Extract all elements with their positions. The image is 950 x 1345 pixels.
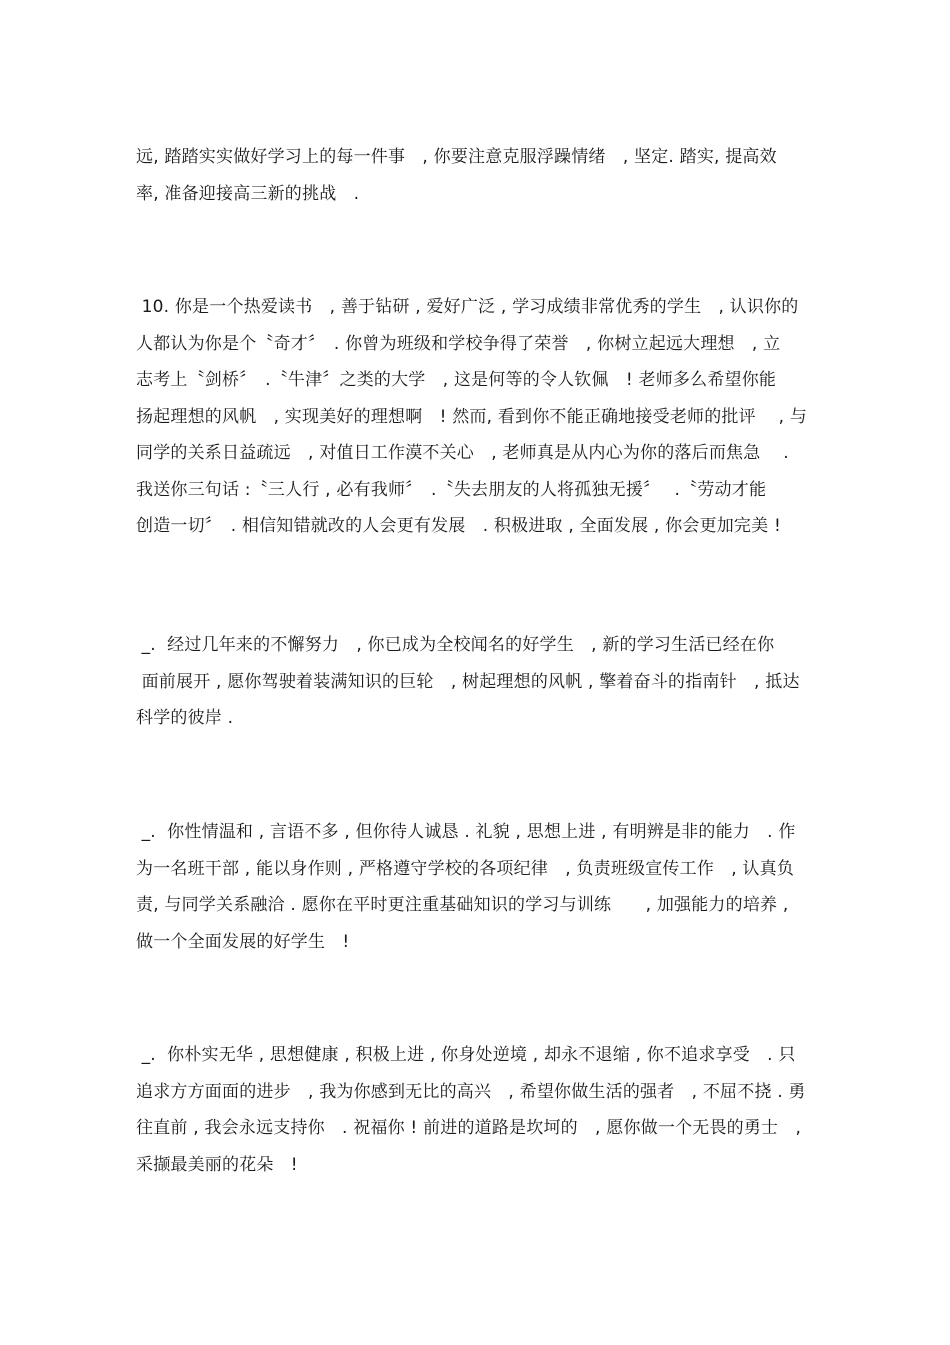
text-line: 扬起理想的风帆 , 实现美好的理想啊 ! 然而, 看到你不能正确地接受老师的批评 , 与 xyxy=(136,406,808,427)
text-line: 我送你三句话 :〝三人行 , 必有我师〞 .〝失去朋友的人将孤独无援〞 .〝劳动才能 xyxy=(136,479,767,500)
text-line: 采撷最美丽的花朵 ! xyxy=(136,1154,298,1175)
text-line: 科学的彼岸 . xyxy=(136,708,234,728)
paragraph-comment xyxy=(136,1037,808,1183)
text-line: 创造一切〞 . 相信知错就改的人会更有发展 . 积极进取 , 全面发展 , 你会更加完美 ! xyxy=(136,516,781,536)
text-line: _. 你朴实无华 , 思想健康 , 积极上进 , 你身处逆境 , 却永不退缩 , 你不追求享受 . 只 xyxy=(136,1045,796,1065)
text-line: 志考上〝剑桥〞 .〝牛津〞之类的大学 , 这是何等的令人钦佩 ! 老师多么希望你能 xyxy=(136,370,777,390)
paragraph-comment-continued xyxy=(136,139,808,212)
text-line: 远, 踏踏实实做好学习上的每一件事 , 你要注意克服浮躁情绪 , 坚定. 踏实, 提高效 xyxy=(136,147,777,167)
text-line: 责, 与同学关系融洽 . 愿你在平时更注重基础知识的学习与训练 , 加强能力的培养 , xyxy=(136,895,789,915)
text-line: _. 经过几年来的不懈努力 , 你已成为全校闻名的好学生 , 新的学习生活已经在你 xyxy=(136,635,775,655)
text-line: _. 你性情温和 , 言语不多 , 但你待人诚恳 . 礼貌 , 思想上进 , 有明辨是非的能力 . 作 xyxy=(136,822,796,842)
paragraph-comment xyxy=(136,627,808,737)
paragraph-comment xyxy=(136,814,808,960)
text-line: 率, 准备迎接高三新的挑战 . xyxy=(136,183,360,204)
text-line: 同学的关系日益疏远 , 对值日工作漠不关心 , 老师真是从内心为你的落后而焦急 . xyxy=(136,443,789,463)
paragraph-comment-10 xyxy=(136,289,808,545)
text-line: 做一个全面发展的好学生 ! xyxy=(136,931,350,952)
text-line: 10. 你是一个热爱读书 , 善于钻研 , 爱好广泛 , 学习成绩非常优秀的学生 , 认识你的 xyxy=(136,297,799,317)
text-line: 为一名班干部 , 能以身作则 , 严格遵守学校的各项纪律 , 负责班级宣传工作 , 认真负 xyxy=(136,858,795,879)
text-line: 追求方方面面的进步 , 我为你感到无比的高兴 , 希望你做生活的强者 , 不屈不挠 . 勇 xyxy=(136,1081,806,1102)
text-line: 往直前 , 我会永远支持你 . 祝福你 ! 前进的道路是坎坷的 , 愿你做一个无畏的勇士 , xyxy=(136,1118,802,1138)
text-line: 面前展开 , 愿你驾驶着装满知识的巨轮 , 树起理想的风帆 , 擎着奋斗的指南针 , 抵达 xyxy=(136,671,800,692)
text-line: 人都认为你是个〝奇才〞 . 你曾为班级和学校争得了荣誉 , 你树立起远大理想 , 立 xyxy=(136,333,781,354)
